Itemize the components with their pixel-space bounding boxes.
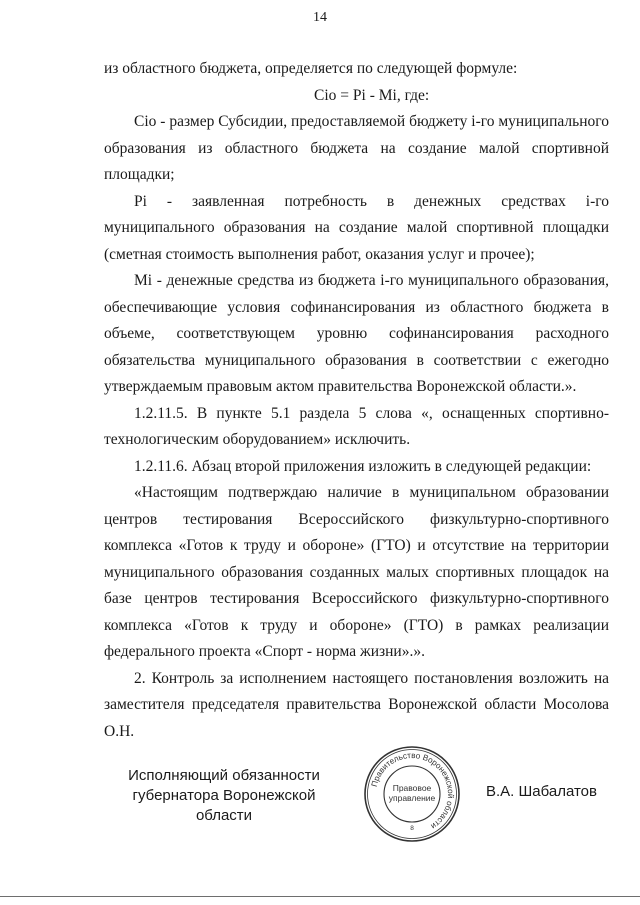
signer-title xyxy=(104,766,344,826)
paragraph-formula-intro: из областного бюджета, определяется по следующей формуле: xyxy=(104,60,518,77)
paragraph-annex-text: «Настоящим подтверждаю наличие в муниципальном образовании центров тестирования Всероссийского физкультурно-спортивного комплекса «Готов к труду и обороне» (ГТО) и отсутствие на территории муниципального образования созданных малых спортивных площадок на базе центров тестирования Всероссийского физкультурно-спортивного комплекса «Готов к труду и обороне» (ГТО) в рамках реализации федерального проекта «Спорт - норма жизни».». xyxy=(104,484,609,660)
signer-title-line1: Исполняющий обязанности xyxy=(128,767,320,784)
document-body xyxy=(104,56,609,745)
stamp-number: 8 xyxy=(410,825,414,832)
paragraph-cio-definition: Cio - размер Субсидии, предоставляемой бюджету i-го муниципального образования из областного бюджета на создание малой спортивной площадки; xyxy=(104,113,609,183)
stamp-center-line1: Правовое xyxy=(392,783,432,793)
official-stamp-icon xyxy=(362,744,462,844)
page-number: 14 xyxy=(313,10,327,25)
paragraph-control: 2. Контроль за исполнением настоящего постановления возложить на заместителя председателя правительства Воронежской области Мосолова О.Н. xyxy=(104,669,609,740)
formula: Cio = Pi - Mi, где: xyxy=(314,86,430,104)
paragraph-pi-definition: Pi - заявленная потребность в денежных средствах i-го муниципального образования на создание малой спортивной площадки (сметная стоимость выполнения работ, оказания услуг и прочее); xyxy=(104,192,609,263)
signer-title-line2: губернатора Воронежской области xyxy=(132,787,316,824)
paragraph-1-2-11-6: 1.2.11.6. Абзац второй приложения изложить в следующей редакции: xyxy=(134,457,592,475)
paragraph-1-2-11-5: 1.2.11.5. В пункте 5.1 раздела 5 слова «, оснащенных спортивно-технологическим оборудованием» исключить. xyxy=(104,404,609,448)
stamp-center-line2: управление xyxy=(388,793,436,803)
page-bottom-edge xyxy=(0,896,640,897)
stamp-ring-text: Правительство Воронежской области xyxy=(369,750,456,831)
signer-name: В.А. Шабалатов xyxy=(486,783,597,800)
paragraph-mi-definition: Mi - денежные средства из бюджета i-го муниципального образования, обеспечивающие условия софинансирования из областного бюджета в объеме, соответствующем уровню софинансирования расходного обязательства муниципального образования в соответствии с ежегодно утверждаемым правовым актом правительства Воронежской области.». xyxy=(104,272,609,395)
